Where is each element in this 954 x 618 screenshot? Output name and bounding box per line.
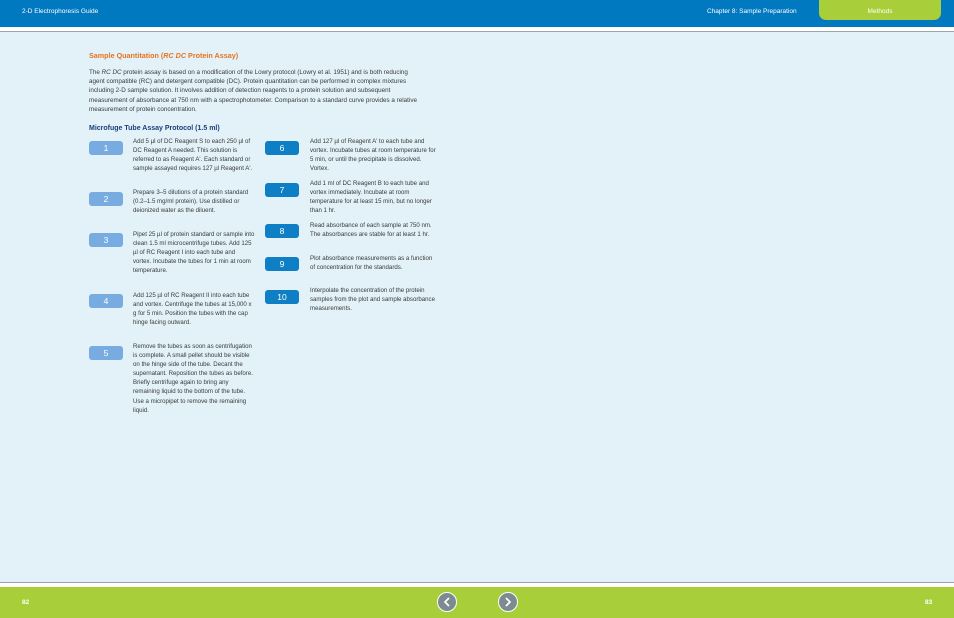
step-text-10: Interpolate the concentration of the protein samples from the plot and sample absorbance measurements. xyxy=(310,287,435,313)
intro-paragraph xyxy=(89,68,419,114)
bottom-divider xyxy=(0,582,954,583)
step-badge-1: 1 xyxy=(89,141,123,155)
step-text-8: Read absorbance of each sample at 750 nm. The absorbances are stable for at least 1 hr. xyxy=(310,222,432,239)
page-header xyxy=(0,0,954,27)
page-number-left: 82 xyxy=(22,599,30,606)
step-badge-6: 6 xyxy=(265,141,299,155)
step-text-4: Add 125 µl of RC Reagent II into each tube and vortex. Centrifuge the tubes at 15,000 x g for 5 min. Position the tubes with the cap hinge facing outward. xyxy=(133,292,252,327)
previous-page-button[interactable] xyxy=(437,592,457,612)
step-badge-2: 2 xyxy=(89,192,123,206)
step-text-7: Add 1 ml of DC Reagent B to each tube and vortex immediately. Incubate at room temperature for at least 15 min, but no longer than 1 hr. xyxy=(310,180,432,215)
page-footer xyxy=(0,587,954,618)
chevron-right-icon xyxy=(503,597,513,607)
step-badge-9: 9 xyxy=(265,257,299,271)
section-title xyxy=(89,51,238,60)
step-text-9: Plot absorbance measurements as a function of concentration for the standards. xyxy=(310,255,433,272)
protocol-title: Microfuge Tube Assay Protocol (1.5 ml) xyxy=(89,125,220,132)
step-text-3: Pipet 25 µl of protein standard or sample into clean 1.5 ml microcentrifuge tubes. Add 125 µl of RC Reagent I into each tube and vortex. Incubate the tubes for 1 min at room temperature. xyxy=(133,231,255,275)
step-text-2: Prepare 3–5 dilutions of a protein standard (0.2–1.5 mg/ml protein). Use distilled or deionized water as the diluent. xyxy=(133,189,249,215)
step-badge-5: 5 xyxy=(89,346,123,360)
step-badge-10: 10 xyxy=(265,290,299,304)
step-text-6: Add 127 µl of Reagent A' to each tube and vortex. Incubate tubes at room temperature for 5 min, or until the precipitate is dissolved. Vortex. xyxy=(310,138,436,173)
intro-emphasis: RC DC xyxy=(101,69,122,76)
step-badge-4: 4 xyxy=(89,294,123,308)
section-title-text-end: Protein Assay) xyxy=(186,51,239,60)
section-title-text: Sample Quantitation ( xyxy=(89,51,164,60)
step-badge-7: 7 xyxy=(265,183,299,197)
page-number-right: 83 xyxy=(925,599,933,606)
guide-title: 2-D Electrophoresis Guide xyxy=(22,8,99,15)
step-text-1: Add 5 µl of DC Reagent S to each 250 µl of DC Reagent A needed. This solution is referred to as Reagent A'. Each standard or sample assayed requires 127 µl Reagent A'. xyxy=(133,138,253,173)
step-badge-8: 8 xyxy=(265,224,299,238)
section-title-emphasis: RC DC xyxy=(163,51,187,60)
next-page-button[interactable] xyxy=(498,592,518,612)
chapter-title: Chapter 8: Sample Preparation xyxy=(707,8,797,15)
chevron-left-icon xyxy=(442,597,452,607)
tab-methods[interactable]: Methods xyxy=(819,0,941,20)
intro-text-start: The xyxy=(89,69,102,76)
step-badge-3: 3 xyxy=(89,233,123,247)
intro-text: protein assay is based on a modification of the Lowry protocol (Lowry et al. 1951) and is both reducing agent compatible (RC) and detergent compatible (DC). Protein quantitation can be performed in complex mixtures including 2-D sample solution. It involves addition of detection reagents to a protein solution and subsequent measurement of absorbance at 750 nm with a spectrophotometer. Comparison to a standard curve provides a relative measurement of protein concentration. xyxy=(89,69,417,113)
step-text-5: Remove the tubes as soon as centrifugation is complete. A small pellet should be visible on the hinge side of the tube. Decant the supernatant. Reposition the tubes as before. Briefly centrifuge again to bring any remaining liquid to the bottom of the tube. Use a micropipet to remove the remaining liquid. xyxy=(133,343,253,414)
